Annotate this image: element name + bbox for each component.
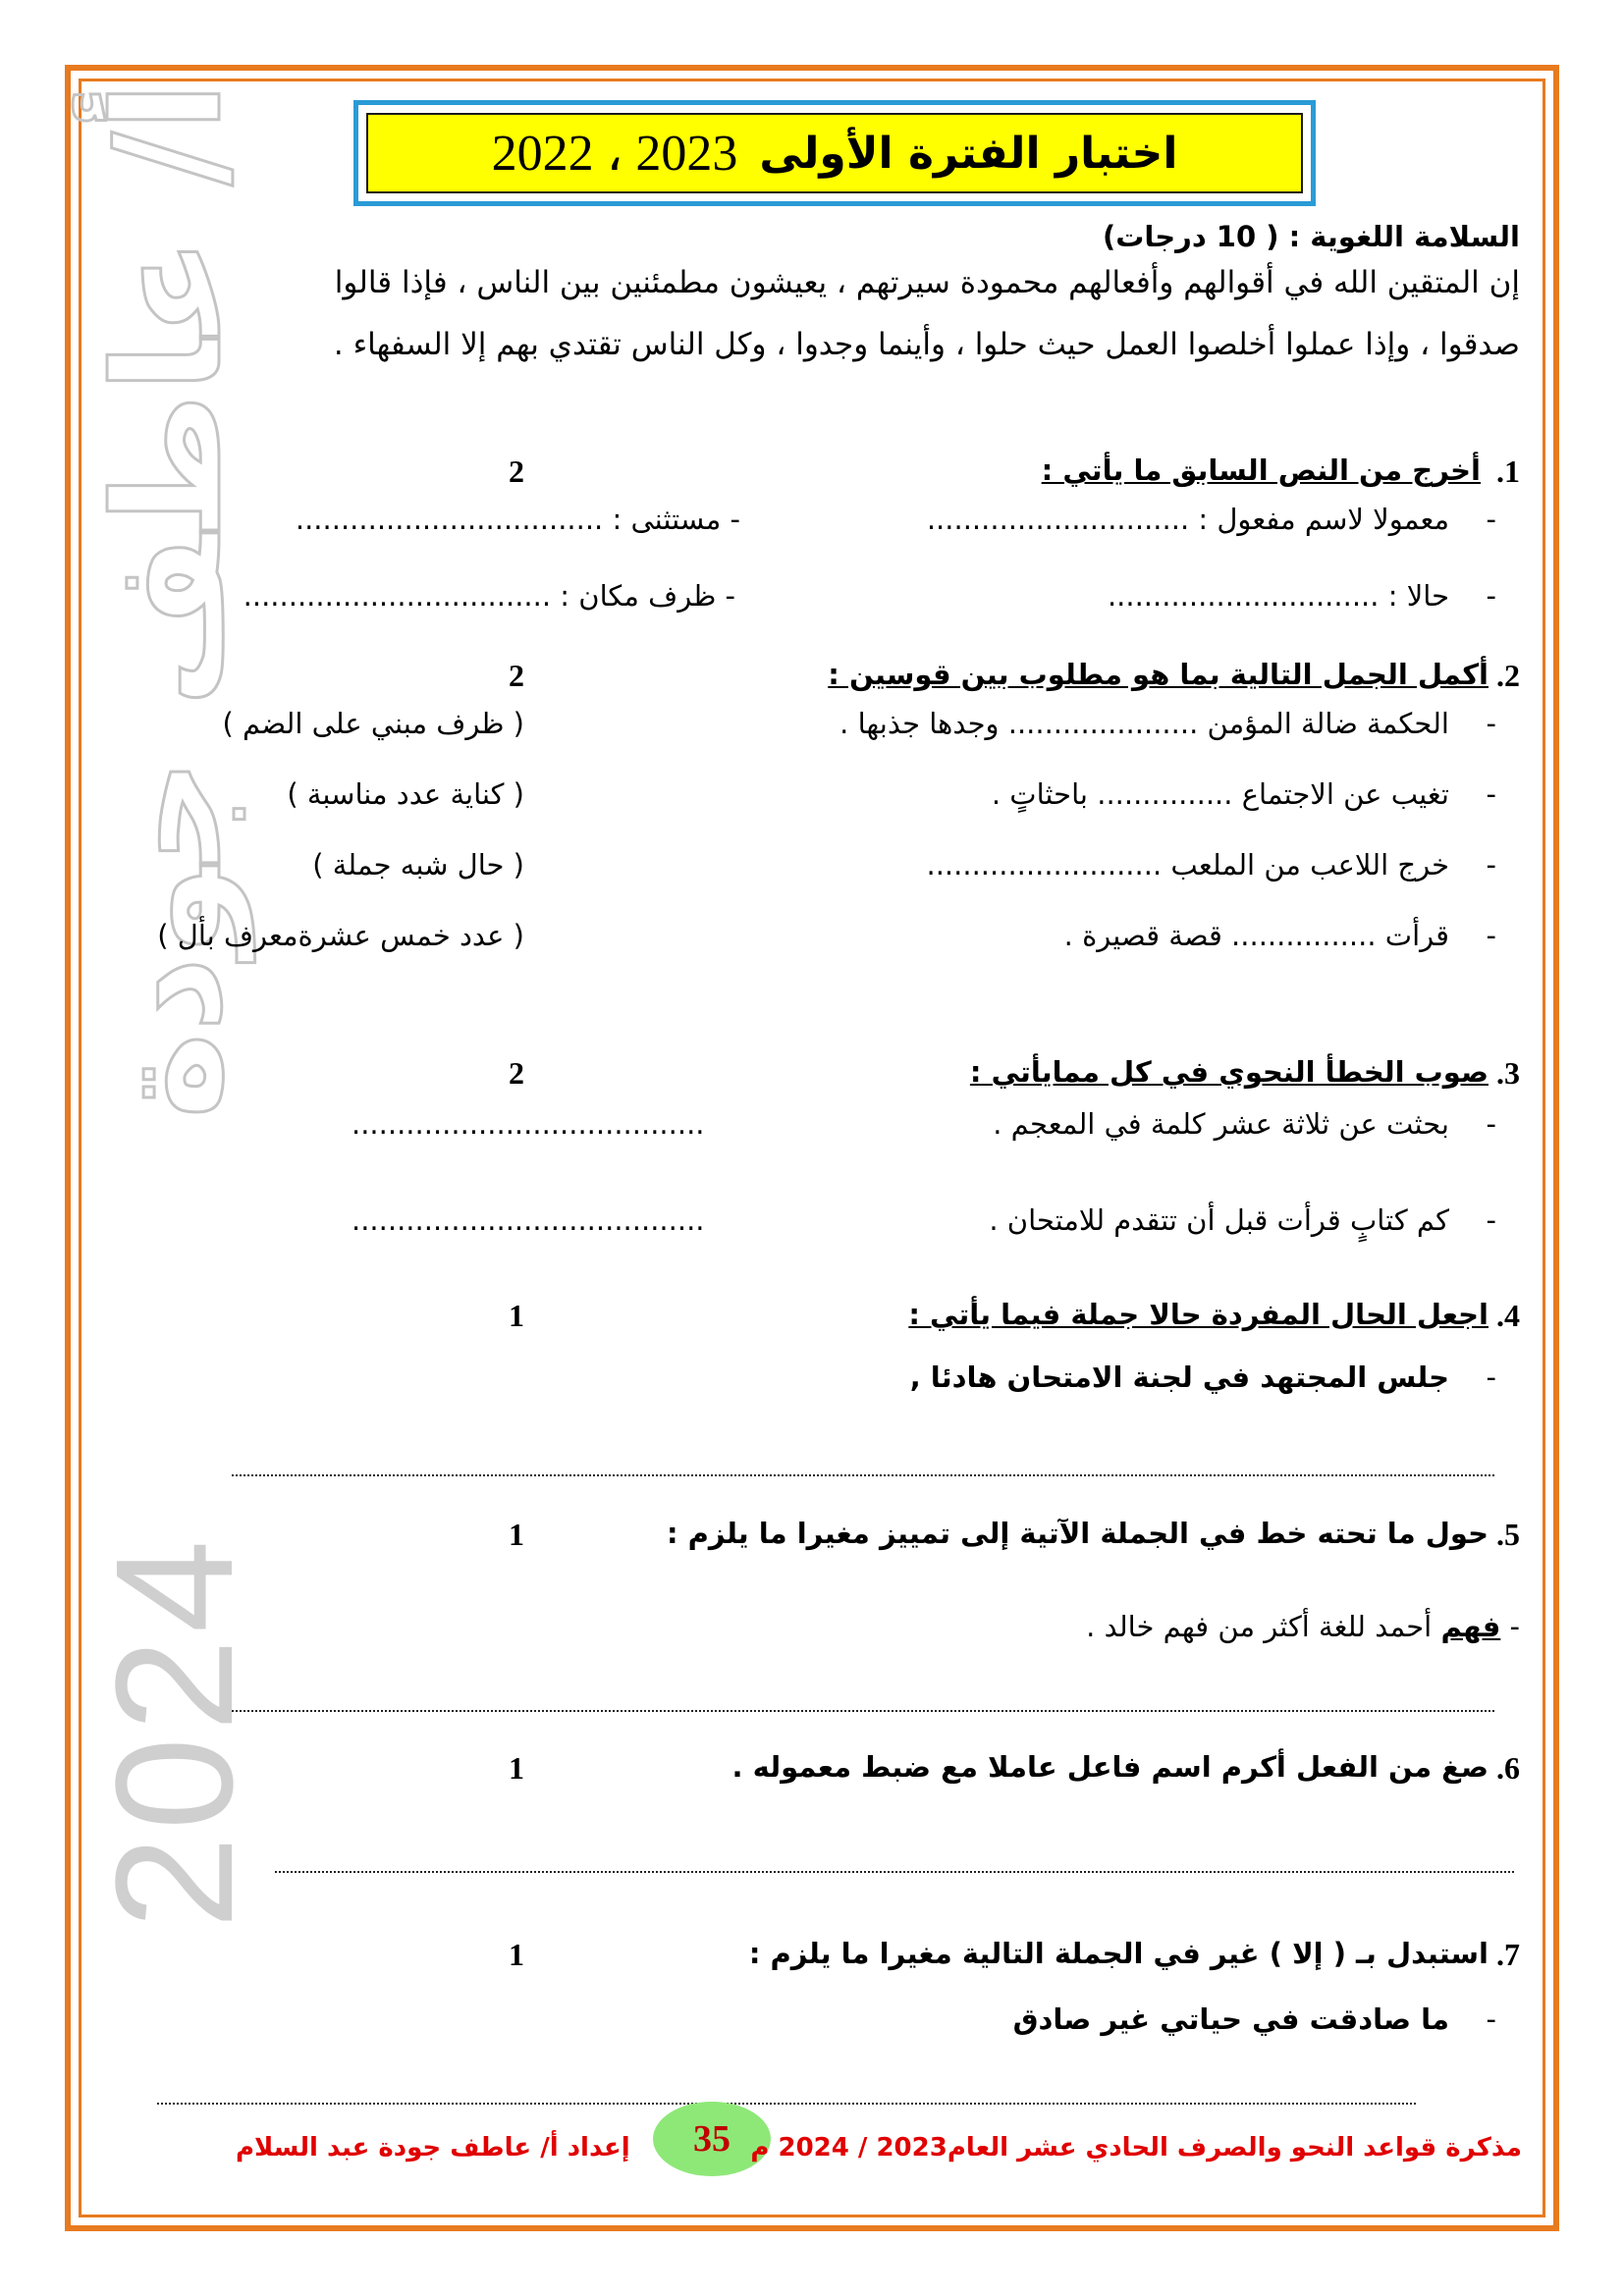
q1-mark: 2 <box>509 454 524 489</box>
q5-text: حول ما تحته خط في الجملة الآتية إلى تمييز مغيرا ما يلزم : <box>666 1517 1489 1550</box>
q3-header <box>970 1055 1520 1092</box>
q2-hint-2: ( كناية عدد مناسبة ) <box>287 777 524 811</box>
q5-sentence <box>1086 1610 1520 1643</box>
q5-header <box>667 1517 1520 1553</box>
q6-header <box>732 1750 1520 1787</box>
q3-sentence-1: بحثت عن ثلاثة عشر كلمة في المعجم . <box>993 1107 1449 1141</box>
q2-bullet: - <box>1486 707 1496 740</box>
q2-sentence-4: قرأت ................ قصة قصيرة . <box>1063 919 1449 952</box>
q2-sentence-1: الحكمة ضالة المؤمن ..................... وجدها جذبها . <box>839 707 1449 740</box>
page-border-inner <box>79 79 1545 2217</box>
q2-header <box>828 658 1520 694</box>
q2-mark: 2 <box>509 658 524 693</box>
section-heading: السلامة اللغوية : ( 10 درجات) <box>1102 220 1520 253</box>
q2-hint-1: ( ظرف مبني على الضم ) <box>222 707 524 740</box>
q1-number: 1. <box>1496 454 1520 489</box>
q1-item-2b: - ظرف مكان : .................................. <box>243 579 735 613</box>
q6-answer-line[interactable] <box>275 1871 1514 1873</box>
q7-text: استبدل بـ ( إلا ) غير في الجملة التالية مغيرا ما يلزم : <box>748 1937 1489 1970</box>
watermark-year: 2024 <box>81 1533 268 1929</box>
q3-answer-1: ....................................... <box>352 1107 705 1141</box>
q7-bullet: - <box>1486 2002 1496 2036</box>
q1-bullet-2: - <box>1486 579 1496 613</box>
q3-number: 3. <box>1496 1055 1520 1091</box>
q4-mark: 1 <box>509 1298 524 1333</box>
q4-number: 4. <box>1496 1298 1520 1333</box>
q4-sentence: جلس المجتهد في لجنة الامتحان هادئا , <box>909 1361 1449 1394</box>
q5-dash: - <box>1509 1610 1520 1643</box>
page-title: اختبار الفترة الأولى <box>759 128 1178 179</box>
q2-hint-4: ( عدد خمس عشرةمعرف بأل ) <box>157 919 524 952</box>
q7-header <box>749 1937 1520 1973</box>
q4-header <box>908 1298 1520 1334</box>
q1-bullet-1: - <box>1486 503 1496 536</box>
watermark-author: أ/ عاطف جودة <box>83 80 254 1119</box>
q6-mark: 1 <box>509 1750 524 1786</box>
q1-item-1a: معمولا لاسم مفعول : ............................. <box>926 503 1449 536</box>
q1-header <box>1042 454 1520 490</box>
q3-text: صوب الخطأ النحوي في كل ممايأتي : <box>969 1055 1489 1089</box>
page-number-badge: 35 <box>653 2102 771 2176</box>
passage-line-2: صدقوا ، وإذا عملوا أخلصوا العمل حيث حلوا ، وأينما وجدوا ، وكل الناس تقتدي بهم إلا السفهاء . <box>333 327 1520 362</box>
q5-underlined-word: فهم <box>1440 1610 1501 1643</box>
q2-sentence-3: خرج اللاعب من الملعب .......................... <box>926 848 1449 881</box>
q4-text: اجعل الحال المفردة حالا جملة فيما يأتي : <box>908 1298 1489 1331</box>
q4-bullet: - <box>1486 1361 1496 1394</box>
title-years: 2022 ، 2023 <box>491 126 738 182</box>
q5-number: 5. <box>1496 1517 1520 1552</box>
q2-hint-3: ( حال شبه جملة ) <box>312 848 524 881</box>
q7-mark: 1 <box>509 1937 524 1972</box>
q3-bullet: - <box>1486 1107 1496 1141</box>
q6-number: 6. <box>1496 1750 1520 1786</box>
q3-sentence-2: كم كتابٍ قرأت قبل أن تتقدم للامتحان . <box>989 1203 1449 1237</box>
q3-mark: 2 <box>509 1055 524 1091</box>
q1-item-2a: حالا : .............................. <box>1107 579 1449 613</box>
q1-item-1b: - مستثنى : .................................. <box>295 503 740 536</box>
passage-line-1: إن المتقين الله في أقوالهم وأفعالهم محمودة سيرتهم ، يعيشون مطمئنين بين الناس ، فإذا قالوا <box>334 265 1520 300</box>
q7-answer-line[interactable] <box>157 2103 1416 2105</box>
q2-number: 2. <box>1496 658 1520 693</box>
footer-author: إعداد أ/ عاطف جودة عبد السلام <box>236 2133 630 2163</box>
q7-sentence: ما صادقت في حياتي غير صادق <box>1012 2002 1449 2036</box>
q6-text: صغ من الفعل أكرم اسم فاعل عاملا مع ضبط معموله . <box>731 1750 1489 1784</box>
q3-bullet: - <box>1486 1203 1496 1237</box>
q5-mark: 1 <box>509 1517 524 1552</box>
q2-bullet: - <box>1486 848 1496 881</box>
q3-answer-2: ....................................... <box>352 1203 705 1237</box>
q2-bullet: - <box>1486 919 1496 952</box>
q7-number: 7. <box>1496 1937 1520 1972</box>
q2-sentence-2: تغيب عن الاجتماع ............... باحثاتٍ . <box>991 777 1449 811</box>
q2-text: أكمل الجمل التالية بما هو مطلوب بين قوسين : <box>828 658 1489 691</box>
q5-answer-line[interactable] <box>232 1710 1494 1712</box>
title-banner <box>353 100 1316 206</box>
footer-book-title: مذكرة قواعد النحو والصرف الحادي عشر العام2023 / 2024 م <box>750 2133 1522 2163</box>
q1-text: أخرج من النص السابق ما يأتي : <box>1041 454 1481 487</box>
q5-rest: أحمد للغة أكثر من فهم خالد . <box>1086 1610 1441 1643</box>
q2-bullet: - <box>1486 777 1496 811</box>
q4-answer-line[interactable] <box>232 1474 1494 1476</box>
